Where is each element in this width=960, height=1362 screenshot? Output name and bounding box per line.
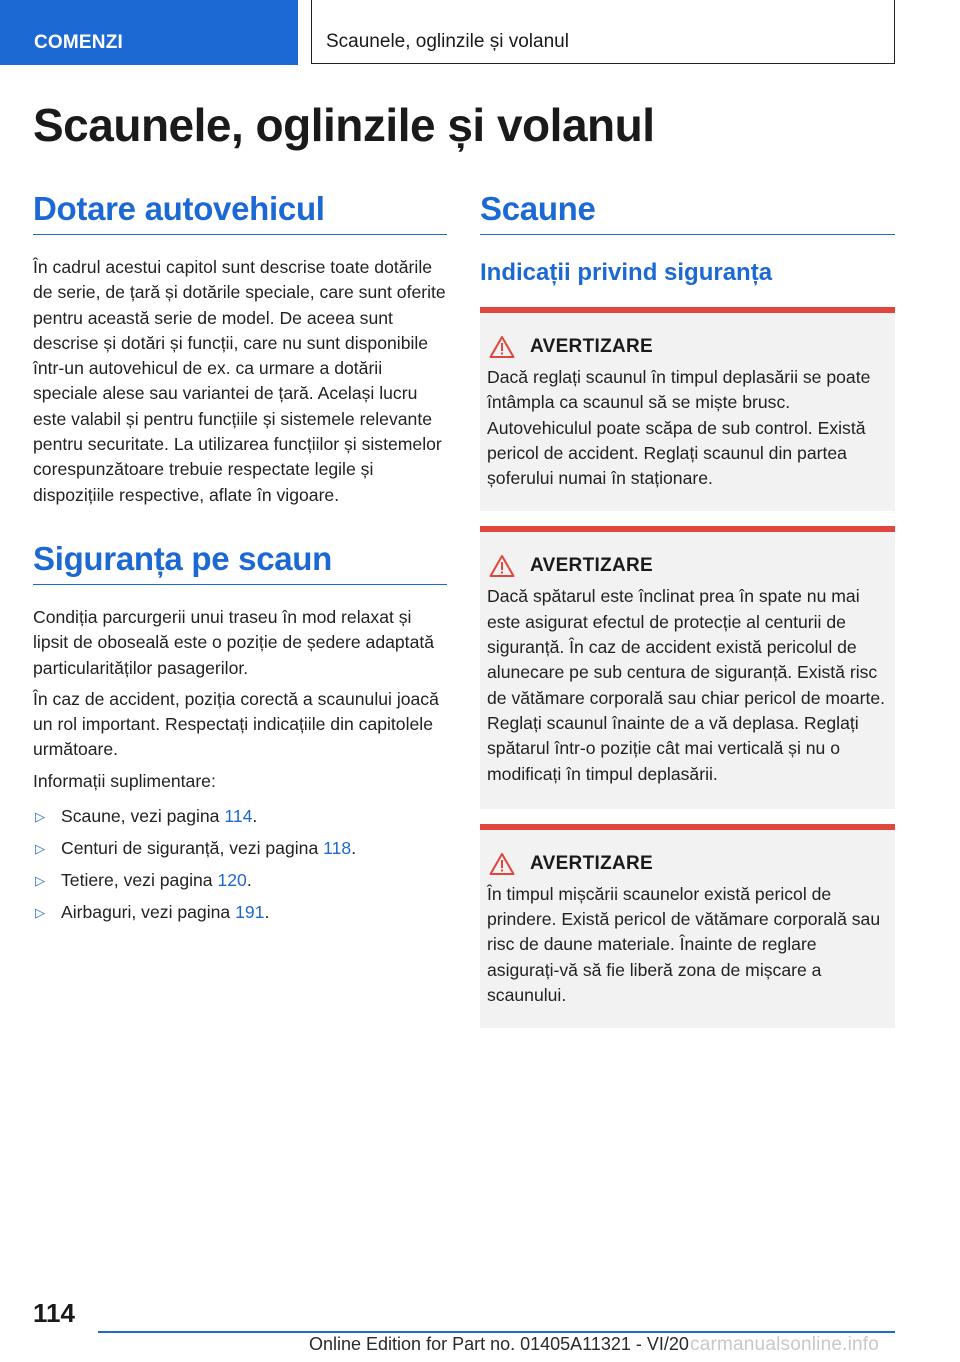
page-link-114[interactable]: 114	[224, 806, 253, 827]
siguranta-paragraph-2: În caz de accident, poziția corectă a scaunului joacă un rol important. Respectați indicațiile din capitolele următoare.	[33, 688, 439, 760]
reference-list	[33, 804, 447, 925]
page-header	[0, 0, 960, 66]
chapter-tab[interactable]: COMENZI	[0, 0, 298, 65]
edition-text: Online Edition for Part no. 01405A11321 - VI/20	[309, 1334, 689, 1354]
triangle-bullet-icon: ▷	[35, 905, 45, 921]
warning-box	[480, 526, 895, 808]
warning-text: Dacă reglați scaunul în timpul deplasării se poate întâmpla ca scaunul să se miște brusc. Autovehiculul poate scăpa de sub control. Există pericol de accident. Reglați scaunul din partea șoferului numai în staționare.	[487, 367, 871, 489]
warning-title: AVERTIZARE	[530, 336, 653, 357]
warning-box	[480, 307, 895, 511]
triangle-bullet-icon: ▷	[35, 873, 45, 889]
list-item: ▷ Scaune, vezi pagina 114.	[33, 804, 447, 829]
page-title: Scaunele, oglinzile și volanul	[33, 99, 655, 151]
siguranta-paragraph-1: Condiția parcurgerii unui traseu în mod relaxat și lipsit de oboseală este o poziție de ședere adaptată particularităților pasagerilor.	[33, 606, 435, 678]
triangle-bullet-icon: ▷	[35, 809, 45, 825]
warning-triangle-icon	[489, 852, 515, 876]
list-item: ▷ Centuri de siguranță, vezi pagina 118.	[33, 836, 447, 861]
list-item: ▷ Tetiere, vezi pagina 120.	[33, 868, 447, 893]
warning-triangle-icon	[489, 335, 515, 359]
footer-divider	[98, 1331, 895, 1333]
dotare-heading: Dotare autovehicul	[33, 190, 447, 235]
page-link-118[interactable]: 118	[323, 838, 352, 859]
warning-text: Dacă spătarul este înclinat prea în spate nu mai este asigurat efectul de protecție al centurii de siguranță. În caz de accident există pericolul de alunecare pe sub centura de siguranță. Există risc de vătămare corporală sau chiar pericol de moarte. Reglați scaunul înainte de a vă deplasa. Reglați spătarul într-o poziție cât mai verticală și nu o modificați în timpul deplasării.	[487, 586, 886, 784]
list-item: ▷ Airbaguri, vezi pagina 191.	[33, 900, 447, 925]
triangle-bullet-icon: ▷	[35, 841, 45, 857]
watermark: carmanualsonline.info	[690, 1334, 880, 1355]
left-column	[33, 190, 447, 932]
warning-title: AVERTIZARE	[530, 555, 653, 577]
page-link-191[interactable]: 191	[235, 902, 265, 923]
right-column	[480, 190, 895, 1043]
info-label: Informații suplimentare:	[33, 770, 216, 791]
warning-text: În timpul mișcării scaunelor există pericol de prindere. Există pericol de vătămare corporală sau risc de daune materiale. Înainte de reglare asigurați-vă să fie liberă zona de mișcare a scaunului.	[487, 883, 881, 1006]
page-number: 114	[33, 1298, 75, 1328]
warning-box	[480, 824, 895, 1028]
page-link-120[interactable]: 120	[217, 870, 247, 891]
indicatii-heading: Indicații privind siguranța	[480, 259, 773, 286]
dotare-text: În cadrul acestui capitol sunt descrise toate dotările de serie, de țară și dotările speciale, care sunt oferite pentru această serie de model. De aceea sunt descrise și dotări și funcții, care nu sunt disponibile într-un autovehicul de ex. ca urmare a dotării speciale alese sau variantei de țară. Același lucru este valabil și pentru funcțiile și sistemele relevante pentru securitate. La utilizarea funcțiilor și sistemelor corespunzătoare trebuie respectate legile și dispozițiile respective, aflate în vigoare.	[33, 257, 446, 505]
siguranta-heading: Siguranța pe scaun	[33, 540, 447, 585]
warning-triangle-icon	[489, 554, 515, 578]
scaune-heading: Scaune	[480, 190, 895, 235]
section-tab[interactable]: Scaunele, oglinzile și volanul	[311, 0, 895, 64]
warning-title: AVERTIZARE	[530, 852, 653, 874]
